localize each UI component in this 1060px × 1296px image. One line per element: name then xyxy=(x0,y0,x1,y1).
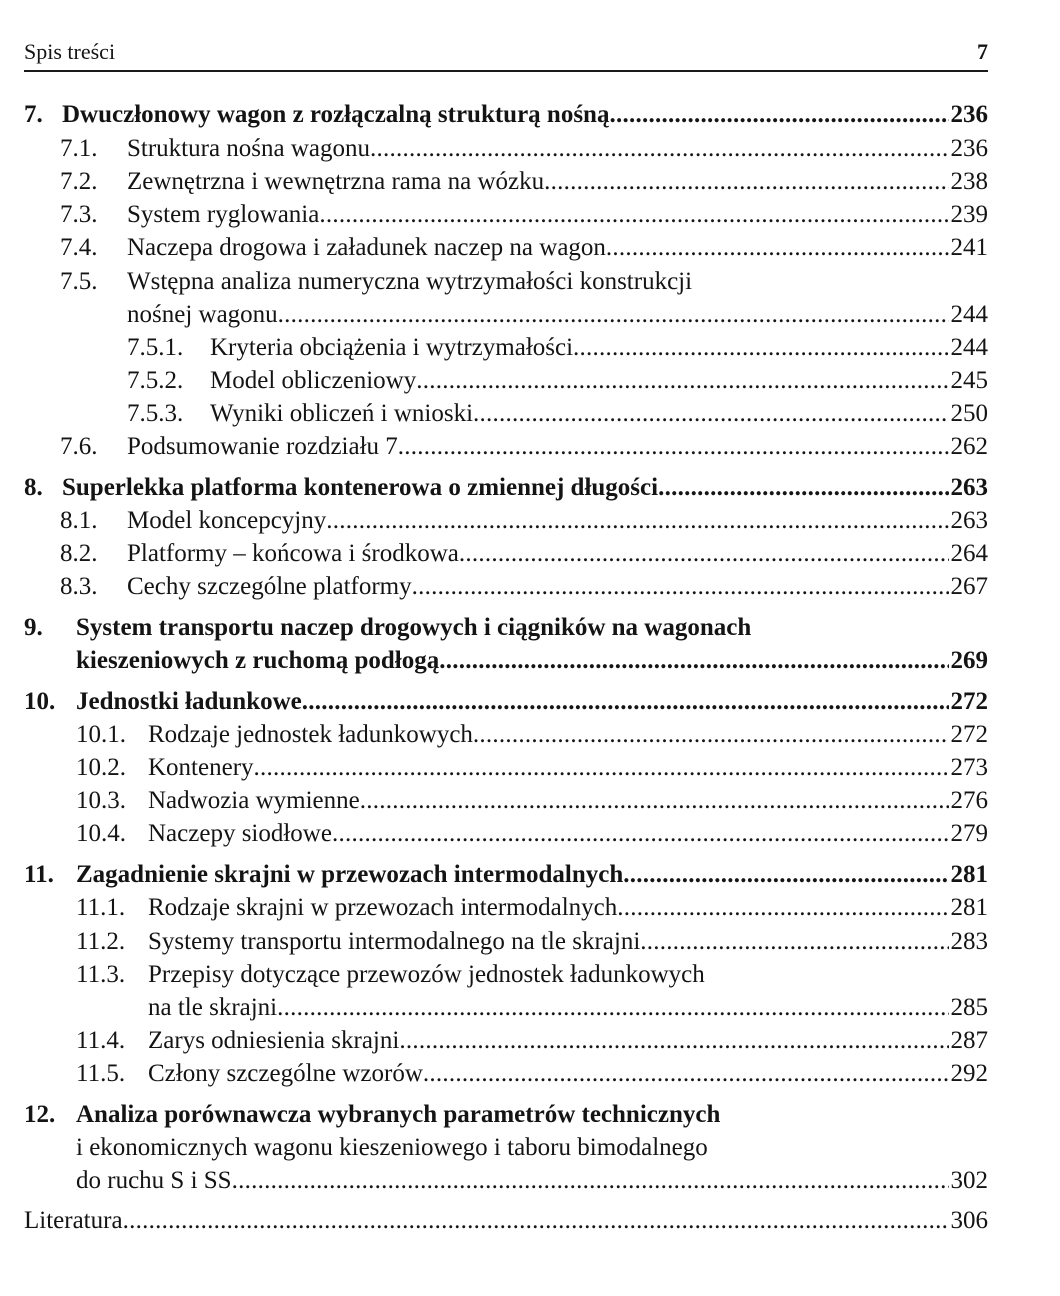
entry-title: Zagadnienie skrajni w przewozach intermodalnych xyxy=(76,861,624,888)
entry-number: 10.2. xyxy=(76,754,126,781)
entry-title: Systemy transportu intermodalnego na tle skrajni xyxy=(148,928,641,955)
entry-title: Wstępna analiza numeryczna wytrzymałości konstrukcji xyxy=(127,268,693,295)
dot-leader xyxy=(606,234,949,262)
entry-number: 8.2. xyxy=(60,540,98,567)
entry-page-number: 281 xyxy=(950,861,988,888)
entry-number: 7. xyxy=(24,101,43,128)
toc-entry xyxy=(24,688,988,721)
toc-entry-line xyxy=(76,961,988,994)
entry-title: Naczepa drogowa i załadunek naczep na wagon xyxy=(127,234,606,261)
dot-leader xyxy=(360,787,949,815)
entry-page-number: 269 xyxy=(950,647,988,674)
dot-leader xyxy=(254,754,949,782)
entry-number: 11.1. xyxy=(76,894,126,921)
toc-entry xyxy=(148,994,988,1027)
entry-page-number: 287 xyxy=(950,1027,988,1054)
entry-title: nośnej wagonu xyxy=(127,301,278,328)
dot-leader xyxy=(609,101,948,129)
entry-title: Przepisy dotyczące przewozów jednostek ładunkowych xyxy=(148,961,705,988)
entry-page-number: 236 xyxy=(950,135,988,162)
entry-number: 10.4. xyxy=(76,820,126,847)
entry-number: 7.5. xyxy=(60,268,98,295)
entry-page-number: 267 xyxy=(950,573,988,600)
toc-entry xyxy=(76,1060,988,1093)
entry-title: System transportu naczep drogowych i ciągników na wagonach xyxy=(76,614,752,641)
entry-title: Nadwozia wymienne xyxy=(148,787,360,814)
toc-entry xyxy=(76,1027,988,1060)
dot-leader xyxy=(459,540,949,568)
dot-leader xyxy=(544,168,948,196)
header-title: Spis treści xyxy=(24,39,116,64)
entry-number: 11. xyxy=(24,861,54,888)
dot-leader xyxy=(278,301,949,329)
toc-entry xyxy=(76,1167,988,1200)
dot-leader xyxy=(123,1207,949,1235)
entry-number: 12. xyxy=(24,1101,56,1128)
entry-page-number: 292 xyxy=(950,1060,988,1087)
entry-number: 10.1. xyxy=(76,721,126,748)
toc-entry xyxy=(76,894,988,927)
toc-entry-line xyxy=(24,614,988,647)
dot-leader xyxy=(473,721,949,749)
entry-title: Platformy – końcowa i środkowa xyxy=(127,540,459,567)
dot-leader xyxy=(399,1027,948,1055)
entry-page-number: 263 xyxy=(950,507,988,534)
entry-number: 10. xyxy=(24,688,56,715)
dot-leader xyxy=(302,688,949,716)
entry-page-number: 245 xyxy=(950,367,988,394)
dot-leader xyxy=(232,1167,949,1195)
dot-leader xyxy=(623,861,948,889)
entry-page-number: 281 xyxy=(950,894,988,921)
entry-title: Literatura xyxy=(24,1207,123,1234)
entry-page-number: 262 xyxy=(950,433,988,460)
entry-title: Superlekka platforma kontenerowa o zmiennej długości xyxy=(62,474,659,501)
entry-page-number: 273 xyxy=(950,754,988,781)
toc-entry xyxy=(60,168,988,201)
dot-leader xyxy=(640,928,948,956)
entry-title: Podsumowanie rozdziału 7 xyxy=(127,433,398,460)
toc-entry xyxy=(60,201,988,234)
toc-entry xyxy=(60,135,988,168)
toc-entry xyxy=(76,928,988,961)
entry-page-number: 241 xyxy=(950,234,988,261)
entry-number: 11.5. xyxy=(76,1060,126,1087)
entry-title: Cechy szczególne platformy xyxy=(127,573,412,600)
entry-title: Model obliczeniowy xyxy=(210,367,417,394)
dot-leader xyxy=(439,647,948,675)
header-page-number: 7 xyxy=(977,39,988,64)
entry-number: 10.3. xyxy=(76,787,126,814)
entry-number: 7.6. xyxy=(60,433,98,460)
entry-number: 8. xyxy=(24,474,43,501)
toc-entry xyxy=(76,820,988,853)
entry-number: 7.4. xyxy=(60,234,98,261)
entry-title: Wyniki obliczeń i wnioski xyxy=(210,400,474,427)
toc-entry xyxy=(60,234,988,267)
entry-page-number: 239 xyxy=(950,201,988,228)
entry-title: Naczepy siodłowe xyxy=(148,820,332,847)
entry-page-number: 238 xyxy=(950,168,988,195)
toc-entry xyxy=(127,400,988,433)
entry-title: na tle skrajni xyxy=(148,994,278,1021)
dot-leader xyxy=(416,367,948,395)
entry-number: 8.3. xyxy=(60,573,98,600)
entry-page-number: 244 xyxy=(950,301,988,328)
entry-page-number: 283 xyxy=(950,928,988,955)
entry-number: 7.5.1. xyxy=(127,334,184,361)
entry-page-number: 263 xyxy=(950,474,988,501)
entry-page-number: 272 xyxy=(950,721,988,748)
toc-entry xyxy=(24,1207,988,1240)
toc-entry xyxy=(60,573,988,606)
toc-entry xyxy=(127,334,988,367)
dot-leader xyxy=(412,573,949,601)
entry-number: 8.1. xyxy=(60,507,98,534)
toc-entry-line xyxy=(24,1101,988,1134)
entry-number: 7.5.3. xyxy=(127,400,184,427)
entry-title: Struktura nośna wagonu xyxy=(127,135,371,162)
entry-title: Kontenery xyxy=(148,754,254,781)
toc-entry xyxy=(76,647,988,680)
entry-title: Człony szczególne wzorów xyxy=(148,1060,423,1087)
entry-title: Analiza porównawcza wybranych parametrów technicznych xyxy=(76,1101,721,1128)
entry-number: 7.2. xyxy=(60,168,98,195)
entry-title: i ekonomicznych wagonu kieszeniowego i taboru bimodalnego xyxy=(76,1134,708,1161)
entry-number: 7.5.2. xyxy=(127,367,184,394)
dot-leader xyxy=(573,334,948,362)
entry-page-number: 302 xyxy=(950,1167,988,1194)
entry-title: Zewnętrzna i wewnętrzna rama na wózku xyxy=(127,168,545,195)
entry-title: Rodzaje skrajni w przewozach intermodalnych xyxy=(148,894,618,921)
entry-title: do ruchu S i SS xyxy=(76,1167,232,1194)
entry-page-number: 285 xyxy=(950,994,988,1021)
dot-leader xyxy=(332,820,949,848)
dot-leader xyxy=(277,994,948,1022)
toc-entry xyxy=(60,540,988,573)
toc-entry xyxy=(127,301,988,334)
entry-number: 11.4. xyxy=(76,1027,126,1054)
entry-number: 9. xyxy=(24,614,43,641)
dot-leader xyxy=(617,894,948,922)
entry-number: 7.3. xyxy=(60,201,98,228)
entry-page-number: 272 xyxy=(950,688,988,715)
entry-title: Zarys odniesienia skrajni xyxy=(148,1027,400,1054)
entry-page-number: 264 xyxy=(950,540,988,567)
toc-entry xyxy=(76,754,988,787)
toc-entry xyxy=(60,507,988,540)
entry-title: Model koncepcyjny xyxy=(127,507,327,534)
dot-leader xyxy=(473,400,948,428)
entry-page-number: 276 xyxy=(950,787,988,814)
entry-title: Rodzaje jednostek ładunkowych xyxy=(148,721,473,748)
toc-entry-line xyxy=(76,1134,988,1167)
toc-entry-line xyxy=(60,268,988,301)
dot-leader xyxy=(326,507,948,535)
entry-title: kieszeniowych z ruchomą podłogą xyxy=(76,647,440,674)
entry-page-number: 279 xyxy=(950,820,988,847)
entry-page-number: 244 xyxy=(950,334,988,361)
dot-leader xyxy=(658,474,948,502)
entry-title: Dwuczłonowy wagon z rozłączalną strukturą nośną xyxy=(62,101,610,128)
entry-page-number: 306 xyxy=(950,1207,988,1234)
toc-entry xyxy=(24,101,988,134)
entry-page-number: 250 xyxy=(950,400,988,427)
toc-entry xyxy=(76,721,988,754)
entry-number: 11.3. xyxy=(76,961,126,988)
toc-entry xyxy=(24,861,988,894)
dot-leader xyxy=(319,201,948,229)
entry-title: System ryglowania xyxy=(127,201,320,228)
entry-title: Jednostki ładunkowe xyxy=(76,688,302,715)
entry-title: Kryteria obciążenia i wytrzymałości xyxy=(210,334,574,361)
toc-entry xyxy=(127,367,988,400)
toc-entry xyxy=(60,433,988,466)
entry-number: 7.1. xyxy=(60,135,98,162)
dot-leader xyxy=(398,433,949,461)
entry-number: 11.2. xyxy=(76,928,126,955)
dot-leader xyxy=(423,1060,949,1088)
entry-page-number: 236 xyxy=(950,101,988,128)
dot-leader xyxy=(370,135,948,163)
toc-entry xyxy=(76,787,988,820)
toc-entry xyxy=(24,474,988,507)
